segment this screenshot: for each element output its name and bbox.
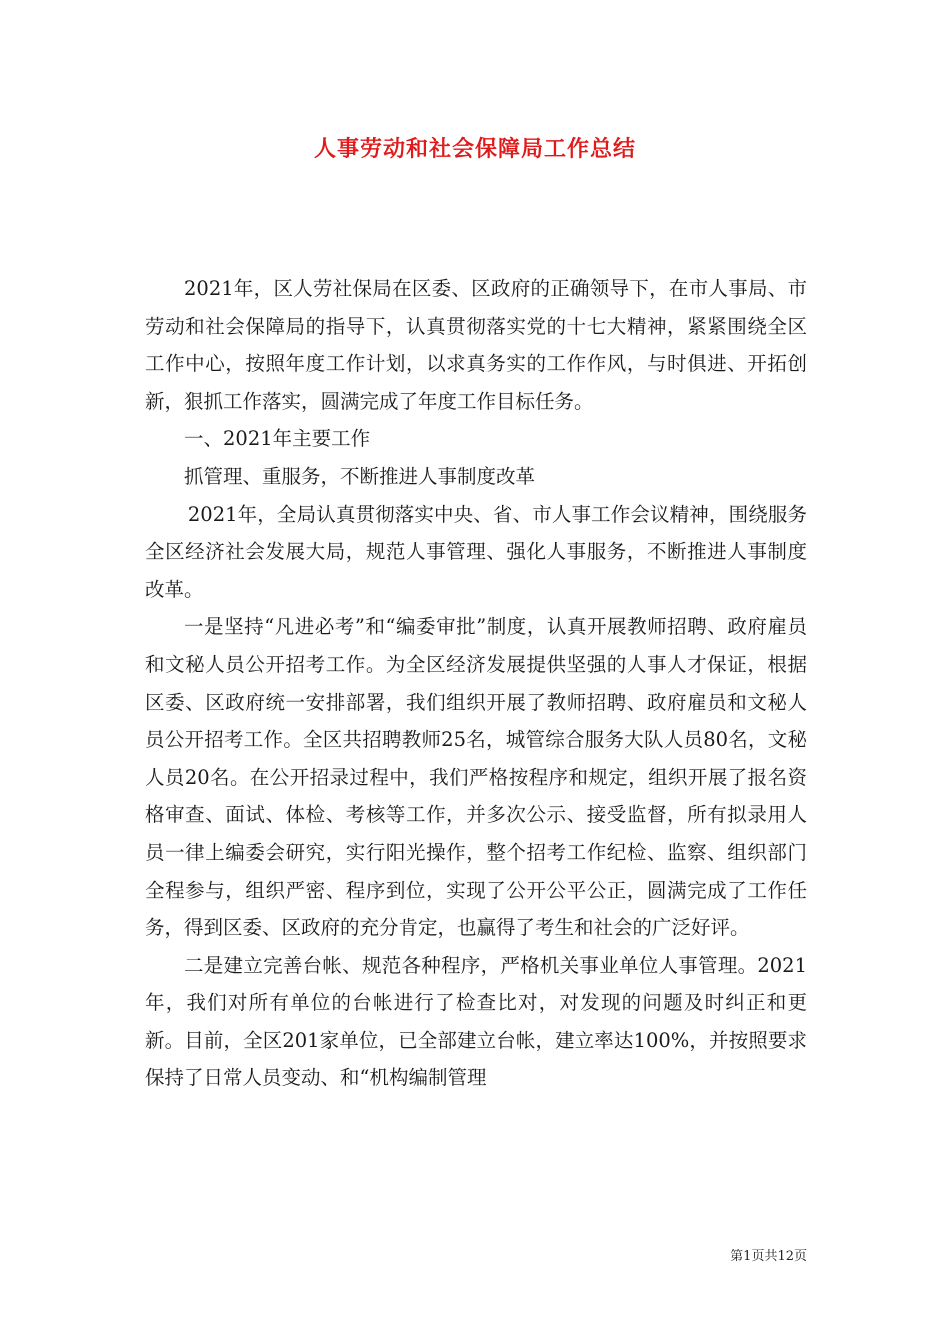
paragraph-point-two: 二是建立完善台帐、规范各种程序，严格机关事业单位人事管理。2021年，我们对所有单位的台帐进行了检查比对，对发现的问题及时纠正和更新。目前，全区201家单位，已全部建立台帐，建立率达100%，并按照要求保持了日常人员变动、和“机构编制管理 bbox=[145, 953, 807, 1090]
paragraph-summary: 2021年，全局认真贯彻落实中央、省、市人事工作会议精神，围绕服务全区经济社会发展大局，规范人事管理、强化人事服务，不断推进人事制度改革。 bbox=[145, 502, 807, 601]
paragraph-point-one: 一是坚持“凡进必考”和“编委审批”制度，认真开展教师招聘、政府雇员和文秘人员公开招考工作。为全区经济发展提供坚强的人事人才保证，根据区委、区政府统一安排部署，我们组织开展了教师招聘、政府雇员和文秘人员公开招考工作。全区共招聘教师25名，城管综合服务大队人员80名，文秘人员20名。在公开招录过程中，我们严格按程序和规定，组织开展了报名资格审查、面试、体检、考核等工作，并多次公示、接受监督，所有拟录用人员一律上编委会研究，实行阳光操作，整个招考工作纪检、监察、组织部门全程参与，组织严密、程序到位，实现了公开公平公正，圆满完成了工作任务，得到区委、区政府的充分肯定，也赢得了考生和社会的广泛好评。 bbox=[145, 615, 807, 940]
page-number: 第1页共12页 bbox=[730, 1249, 807, 1264]
paragraph-intro: 2021年，区人劳社保局在区委、区政府的正确领导下，在市人事局、市劳动和社会保障局的指导下，认真贯彻落实党的十七大精神，紧紧围绕全区工作中心，按照年度工作计划，以求真务实的工作作风，与时俱进、开拓创新，狠抓工作落实，圆满完成了年度工作目标任务。 bbox=[145, 277, 807, 413]
document-body bbox=[145, 270, 807, 1097]
subsection-heading: 抓管理、重服务，不断推进人事制度改革 bbox=[184, 464, 536, 488]
document-title: 人事劳动和社会保障局工作总结 bbox=[313, 136, 636, 162]
section-heading: 一、2021年主要工作 bbox=[184, 427, 371, 451]
